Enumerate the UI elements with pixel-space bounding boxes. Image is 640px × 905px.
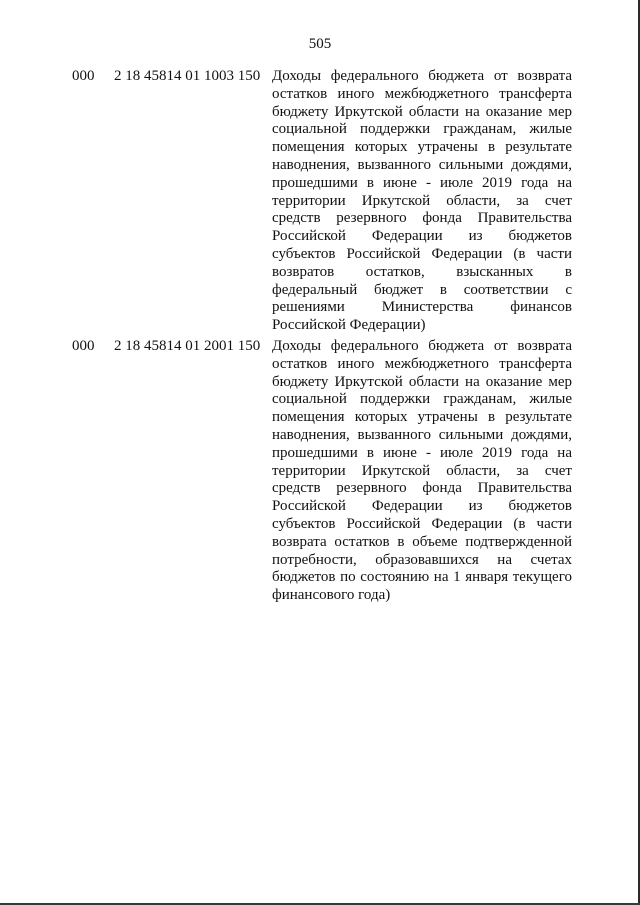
admin-code: 000 (72, 68, 95, 84)
budget-classification-code: 2 18 45814 01 1003 150 (114, 68, 261, 84)
budget-classification-code: 2 18 45814 01 2001 150 (114, 337, 261, 354)
table-row (0, 338, 640, 605)
income-description: Доходы федерального бюджета от возврата остатков иного межбюджетного трансферта бюджету Иркутской области на оказание мер социальной поддержки гражданам, жилые помещения которых утрачены в результате наводнения, вызванного сильными дождями, прошедшими в июне - июле 2019 года на территории Иркутской области, за счет средств резервного фонда Правительства Российской Федерации из бюджетов субъектов Российской Федерации (в части возврата остатков в объеме подтвержденной потребности, образовавшихся на счетах бюджетов по состоянию на 1 января текущего финансового года) (272, 337, 572, 604)
budget-code-table (0, 68, 640, 605)
admin-code: 000 (72, 337, 95, 354)
page-number: 505 (308, 36, 332, 52)
income-description: Доходы федерального бюджета от возврата остатков иного межбюджетного трансферта бюджету Иркутской области на оказание мер социальной поддержки гражданам, жилые помещения которых утрачены в результате наводнения, вызванного сильными дождями, прошедшими в июне - июле 2019 года на территории Иркутской области, за счет средств резервного фонда Правительства Российской Федерации из бюджетов субъектов Российской Федерации (в части возвратов остатков, взысканных в федеральный бюджет в соответствии с решениями Министерства финансов Российской Федерации) (272, 68, 572, 334)
table-row (0, 68, 640, 335)
